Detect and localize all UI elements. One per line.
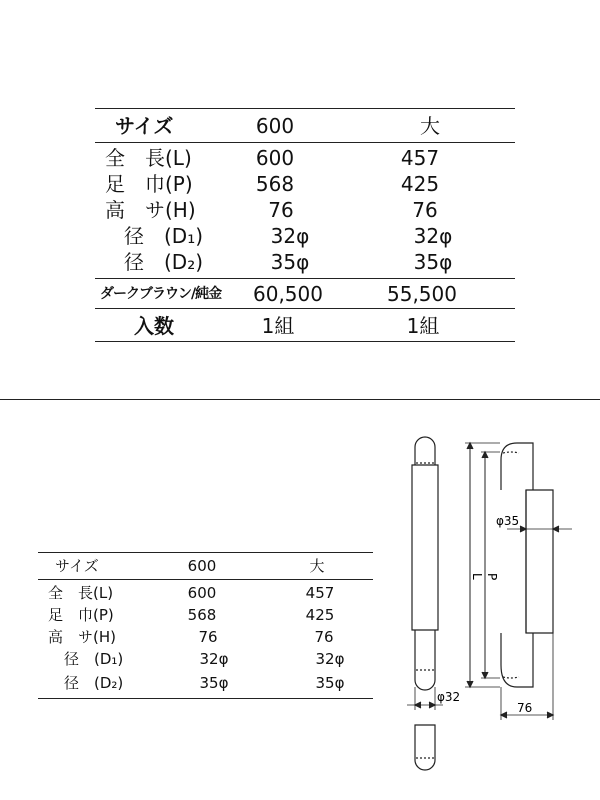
row2-height-label: 高 サ(H): [48, 628, 116, 646]
row2-length-v2: 457: [305, 584, 335, 602]
qty-v1: 1組: [261, 314, 295, 338]
table2-bottom-rule: [38, 698, 373, 699]
row-pitch-v1: 568: [255, 172, 295, 196]
dim-l-text: L: [470, 573, 484, 580]
cross-section: [415, 725, 435, 770]
table-body-rule: [95, 278, 515, 279]
size-header-col2: 大: [420, 114, 440, 138]
section-divider: [0, 399, 600, 400]
handle-drawing: [395, 425, 600, 785]
row-length-label: 全 長(L): [105, 146, 192, 170]
row-d1-v2: 32φ: [413, 224, 453, 248]
row2-d2-label: 径 (D₂): [64, 674, 124, 692]
row-height-label: 高 サ(H): [105, 198, 196, 222]
dim-p-text: P: [485, 573, 499, 581]
row2-d1-label: 径 (D₁): [64, 650, 124, 668]
size-header-label: サイズ: [115, 114, 174, 138]
table-top-rule: [95, 108, 515, 109]
row2-length-label: 全 長(L): [48, 584, 114, 602]
dimension-l: [465, 443, 500, 687]
row-height-v2: 76: [412, 198, 438, 222]
size-header-col1: 600: [255, 114, 295, 138]
row2-d1-v1: 32φ: [199, 650, 229, 668]
row-d1-v1: 32φ: [270, 224, 310, 248]
row2-d1-v2: 32φ: [315, 650, 345, 668]
row2-pitch-label: 足 巾(P): [48, 606, 114, 624]
price-v2: 55,500: [387, 282, 457, 306]
row-d2-v1: 35φ: [270, 250, 310, 274]
table-price-rule: [95, 308, 515, 309]
row2-d2-v1: 35φ: [199, 674, 229, 692]
row-height-v1: 76: [268, 198, 294, 222]
price-label: ダークブラウン/純金: [100, 286, 222, 302]
table2-top-rule: [38, 552, 373, 553]
row2-height-v2: 76: [314, 628, 334, 646]
table2-header-rule: [38, 579, 373, 580]
table-bottom-rule: [95, 341, 515, 342]
side-view-handle: [501, 443, 553, 687]
row-pitch-label: 足 巾(P): [105, 172, 193, 196]
row2-d2-v2: 35φ: [315, 674, 345, 692]
row2-pitch-v2: 425: [305, 606, 335, 624]
row-d2-v2: 35φ: [413, 250, 453, 274]
row-pitch-v2: 425: [400, 172, 440, 196]
dimension-p: [481, 452, 500, 678]
table-header-rule: [95, 142, 515, 143]
row2-length-v1: 600: [187, 584, 217, 602]
size2-header-col1: 600: [187, 557, 217, 575]
qty-v2: 1組: [406, 314, 440, 338]
qty-label: 入数: [134, 314, 174, 338]
size2-header-label: サイズ: [55, 557, 99, 575]
dim-h-text: 76: [517, 701, 533, 715]
row-length-v1: 600: [255, 146, 295, 170]
dim-d2-text: φ35: [496, 514, 520, 528]
row-d2-label: 径 (D₂): [124, 250, 204, 274]
row2-pitch-v1: 568: [187, 606, 217, 624]
row-d1-label: 径 (D₁): [124, 224, 204, 248]
size2-header-col2: 大: [309, 557, 325, 575]
row2-height-v1: 76: [198, 628, 218, 646]
front-view-handle: [412, 437, 438, 690]
dim-d1-text: φ32: [437, 690, 461, 704]
row-length-v2: 457: [400, 146, 440, 170]
price-v1: 60,500: [253, 282, 323, 306]
